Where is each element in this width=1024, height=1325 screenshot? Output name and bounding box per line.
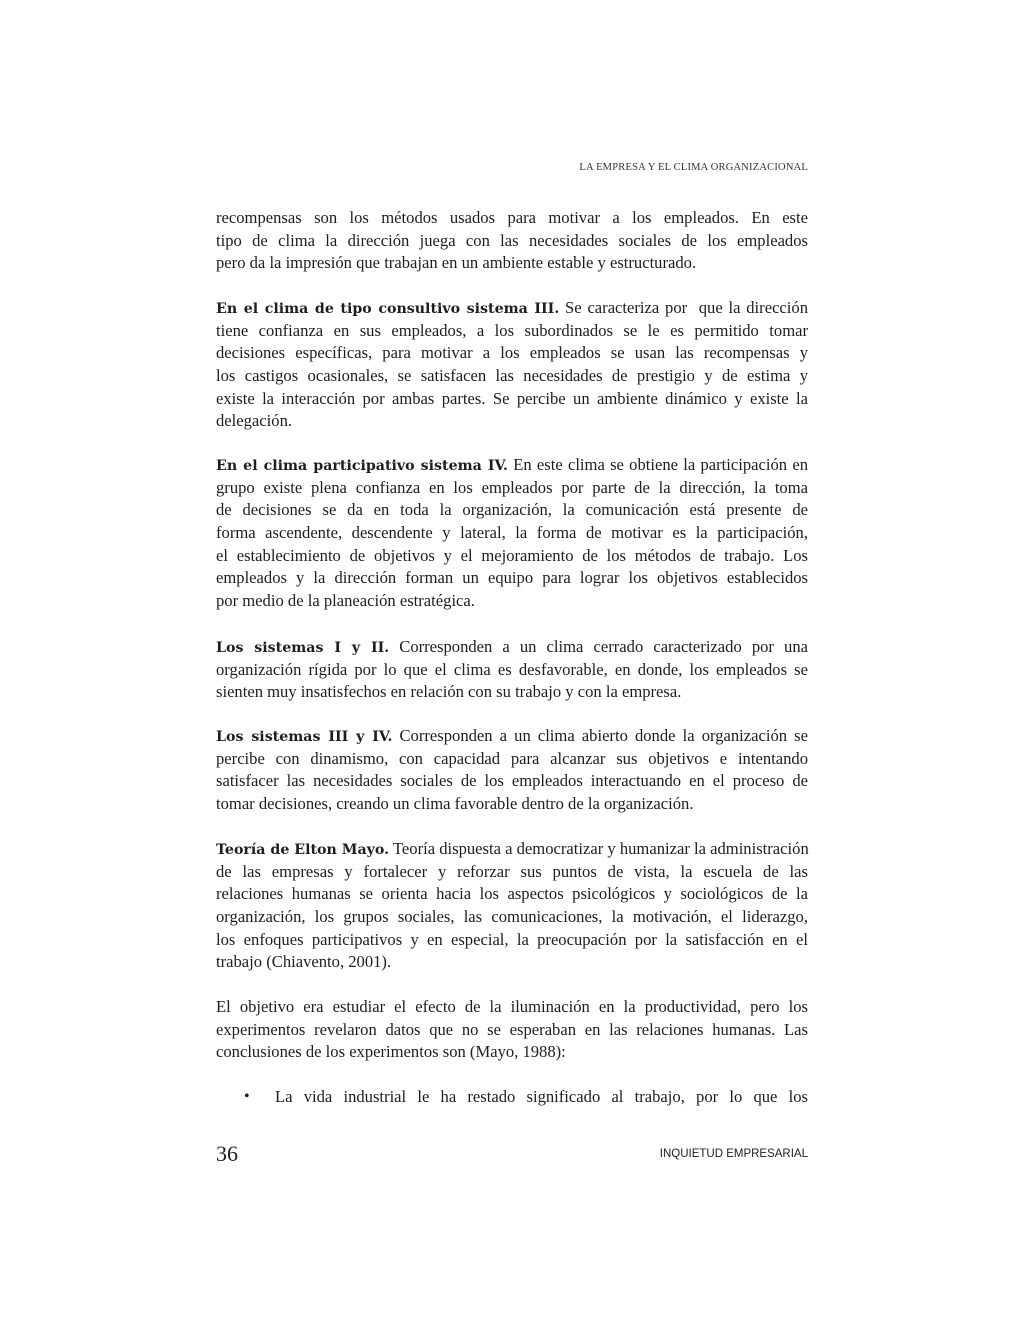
paragraph-line: satisfacer las necesidades sociales de los empleados interactuando en el proceso de bbox=[216, 771, 808, 791]
bullet-icon: • bbox=[244, 1088, 250, 1105]
footer-publication: INQUIETUD EMPRESARIAL bbox=[659, 1148, 808, 1160]
paragraph-line: experimentos revelaron datos que no se esperaban en las relaciones humanas. Las bbox=[216, 1019, 808, 1039]
running-header: LA EMPRESA Y EL CLIMA ORGANIZACIONAL bbox=[579, 162, 808, 173]
paragraph-lead: En el clima de tipo consultivo sistema III. bbox=[216, 301, 560, 317]
paragraph-line: organización, los grupos sociales, las comunicaciones, la motivación, el liderazgo, bbox=[216, 907, 808, 927]
paragraph-line: tipo de clima la dirección juega con las necesidades sociales de los empleados bbox=[216, 230, 808, 250]
paragraph-line: por medio de la planeación estratégica. bbox=[216, 591, 475, 611]
paragraph-line: trabajo (Chiavento, 2001). bbox=[216, 952, 392, 972]
paragraph-line: relaciones humanas se orienta hacia los aspectos psicológicos y sociológicos de la bbox=[216, 884, 808, 904]
paragraph-line: decisiones específicas, para motivar a los empleados se usan las recompensas y bbox=[216, 343, 808, 363]
line-text: Corresponden a un clima cerrado caracterizado por una bbox=[389, 637, 808, 656]
line-text: Corresponden a un clima abierto donde la organización se bbox=[392, 726, 809, 745]
paragraph bbox=[216, 996, 808, 1064]
paragraph-line: de decisiones se da en toda la organización, la comunicación está presente de bbox=[216, 500, 808, 520]
paragraph bbox=[216, 297, 808, 433]
page-number: 36 bbox=[216, 1141, 238, 1166]
paragraph-line bbox=[216, 725, 808, 748]
bullet-item bbox=[275, 1086, 808, 1109]
paragraph-line: delegación. bbox=[216, 411, 293, 431]
paragraph-line: los castigos ocasionales, se satisfacen las necesidades de prestigio y de estima y bbox=[216, 366, 808, 386]
paragraph-line: forma ascendente, descendente y lateral, la forma de motivar es la participación, bbox=[216, 523, 808, 543]
paragraph-line: organización rígida por lo que el clima es desfavorable, en donde, los empleados se bbox=[216, 659, 808, 679]
paragraph-line: percibe con dinamismo, con capacidad para alcanzar sus objetivos e intentando bbox=[216, 748, 808, 768]
paragraph-line: existe la interacción por ambas partes. Se percibe un ambiente dinámico y existe la bbox=[216, 388, 808, 408]
paragraph bbox=[216, 454, 808, 613]
paragraph bbox=[216, 636, 808, 704]
paragraph-lead: Los sistemas III y IV. bbox=[216, 729, 393, 745]
paragraph-lead: Los sistemas I y II. bbox=[216, 640, 390, 656]
paragraph bbox=[216, 838, 808, 974]
paragraph-line: empleados y la dirección forman un equipo para lograr los objetivos establecidos bbox=[216, 568, 808, 588]
paragraph-line: de las empresas y fortalecer y reforzar sus puntos de vista, la escuela de las bbox=[216, 861, 808, 881]
paragraph-lead: En el clima participativo sistema IV. bbox=[216, 458, 508, 474]
paragraph-line bbox=[216, 297, 808, 320]
line-text: Teoría dispuesta a democratizar y humanizar la administración bbox=[389, 839, 809, 858]
paragraph-line: pero da la impresión que trabajan en un ambiente estable y estructurado. bbox=[216, 253, 697, 273]
bullet-text: La vida industrial le ha restado significado al trabajo, por lo que los bbox=[275, 1087, 808, 1106]
paragraph-line: grupo existe plena confianza en los empleados por parte de la dirección, la toma bbox=[216, 477, 808, 497]
paragraph-line: los enfoques participativos y en especial, la preocupación por la satisfacción en el bbox=[216, 929, 808, 949]
paragraph-lead: Teoría de Elton Mayo. bbox=[216, 842, 390, 858]
paragraph-line: el establecimiento de objetivos y el mejoramiento de los métodos de trabajo. Los bbox=[216, 545, 808, 565]
paragraph bbox=[216, 725, 808, 816]
paragraph-line bbox=[216, 838, 808, 861]
paragraph-line: tomar decisiones, creando un clima favorable dentro de la organización. bbox=[216, 794, 694, 814]
line-text: En este clima se obtiene la participación en bbox=[507, 455, 808, 474]
paragraph-line: recompensas son los métodos usados para motivar a los empleados. En este bbox=[216, 208, 808, 227]
paragraph bbox=[216, 207, 808, 275]
paragraph-line: El objetivo era estudiar el efecto de la iluminación en la productividad, pero los bbox=[216, 997, 808, 1016]
paragraph-line bbox=[216, 636, 808, 659]
paragraph-line: tiene confianza en sus empleados, a los subordinados se le es permitido tomar bbox=[216, 320, 808, 340]
line-text: Se caracteriza por que la dirección bbox=[559, 298, 808, 317]
paragraph-line: sienten muy insatisfechos en relación con su trabajo y con la empresa. bbox=[216, 682, 682, 702]
paragraph-line bbox=[216, 454, 808, 477]
paragraph-line: conclusiones de los experimentos son (Mayo, 1988): bbox=[216, 1042, 566, 1062]
